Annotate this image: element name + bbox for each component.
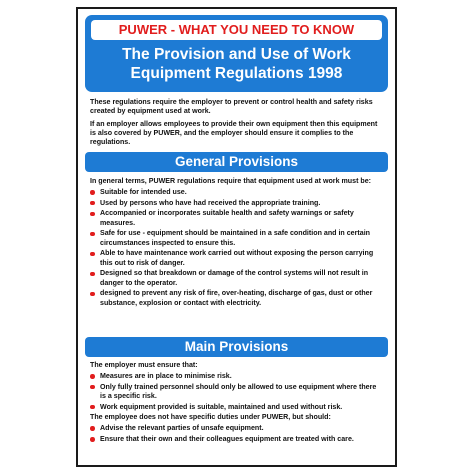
bullet-icon xyxy=(90,426,95,431)
list-item-text: Advise the relevant parties of unsafe equipment. xyxy=(100,424,264,433)
list-item xyxy=(90,424,384,433)
list-item-text: Safe for use - equipment should be maintained in a safe condition and in certain circumstances inspected to ensure this. xyxy=(100,229,370,247)
list-item xyxy=(90,403,384,412)
main-provisions-list xyxy=(90,372,384,412)
bullet-icon xyxy=(90,437,95,442)
list-item xyxy=(90,372,384,381)
list-item-text: designed to prevent any risk of fire, over-heating, discharge of gas, dust or other substance, explosion or contact with electricity. xyxy=(100,289,373,307)
intro-paragraph-1: These regulations require the employer to prevent or control health and safety risks created by equipment used at work. xyxy=(90,98,373,116)
list-item xyxy=(90,249,384,267)
bullet-icon xyxy=(90,385,95,390)
employee-duties-list xyxy=(90,424,384,444)
main-provisions-lead: The employer must ensure that: xyxy=(90,361,198,369)
header-panel xyxy=(85,15,388,92)
list-item xyxy=(90,383,384,401)
main-provisions-heading: Main Provisions xyxy=(85,337,388,357)
list-item-text: Suitable for intended use. xyxy=(100,187,187,196)
list-item xyxy=(90,188,384,197)
bullet-icon xyxy=(90,212,95,217)
list-item-text: Designed so that breakdown or damage of the control systems will not result in danger to the operator. xyxy=(100,269,369,287)
list-item-text: Measures are in place to minimise risk. xyxy=(100,371,232,380)
list-item xyxy=(90,289,384,307)
general-provisions-section xyxy=(90,177,384,308)
intro-paragraph-2: If an employer allows employees to provide their own equipment then this equipment is also covered by PUWER, and the employer should ensure it complies to the regulations. xyxy=(90,119,378,147)
list-item-text: Ensure that their own and their colleagues equipment are treated with care. xyxy=(100,434,354,443)
bullet-icon xyxy=(90,252,95,257)
bullet-icon xyxy=(90,201,95,206)
list-item xyxy=(90,229,384,247)
header-banner: PUWER - WHAT YOU NEED TO KNOW xyxy=(91,20,382,40)
sign-title-line-2: Equipment Regulations 1998 xyxy=(130,65,343,82)
general-provisions-lead: In general terms, PUWER regulations require that equipment used at work must be: xyxy=(90,177,372,185)
sign-title-line-1: The Provision and Use of Work xyxy=(122,46,351,63)
puwer-sign xyxy=(76,7,397,467)
general-provisions-heading: General Provisions xyxy=(85,152,388,172)
main-provisions-section xyxy=(90,361,384,444)
bullet-icon xyxy=(90,374,95,379)
general-provisions-list xyxy=(90,188,384,308)
intro-section xyxy=(90,98,384,148)
list-item-text: Used by persons who have had received the appropriate training. xyxy=(100,198,321,207)
bullet-icon xyxy=(90,292,95,297)
list-item-text: Work equipment provided is suitable, maintained and used without risk. xyxy=(100,402,343,411)
bullet-icon xyxy=(90,232,95,237)
list-item-text: Only fully trained personnel should only be allowed to use equipment where there is a specific risk. xyxy=(100,382,377,400)
sign-title xyxy=(85,45,388,83)
list-item xyxy=(90,435,384,444)
list-item-text: Accompanied or incorporates suitable health and safety warnings or safety measures. xyxy=(100,209,354,227)
list-item xyxy=(90,199,384,208)
list-item xyxy=(90,269,384,287)
employee-duties-lead: The employee does not have specific duties under PUWER, but should: xyxy=(90,413,331,422)
bullet-icon xyxy=(90,190,95,195)
list-item xyxy=(90,209,384,227)
bullet-icon xyxy=(90,272,95,277)
list-item-text: Able to have maintenance work carried out without exposing the person carrying this out to risk of danger. xyxy=(100,249,374,267)
bullet-icon xyxy=(90,405,95,410)
